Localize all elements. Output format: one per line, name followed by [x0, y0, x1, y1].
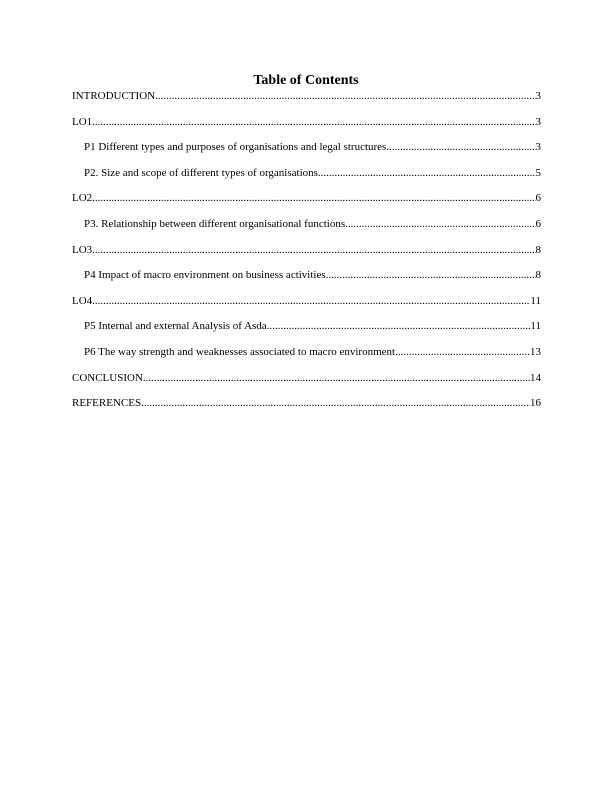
toc-entry-lo2[interactable]: [72, 190, 541, 207]
toc-entry-label: P4 Impact of macro environment on business activities: [84, 269, 326, 282]
toc-entry-p2[interactable]: [72, 165, 541, 182]
toc-entry-introduction[interactable]: [72, 88, 541, 105]
toc-entry-label: P1 Different types and purposes of organisations and legal structures: [84, 141, 387, 154]
dot-leader: [141, 395, 530, 412]
dot-leader: [386, 139, 535, 156]
dot-leader: [92, 242, 535, 259]
toc-entry-page: 8: [535, 269, 541, 282]
toc-entry-p6[interactable]: [72, 344, 541, 361]
dot-leader: [326, 267, 536, 284]
toc-entry-page: 3: [535, 115, 541, 128]
toc-title: Table of Contents: [253, 73, 359, 88]
dot-leader: [345, 216, 535, 233]
dot-leader: [92, 190, 535, 207]
toc-entry-page: 14: [530, 371, 541, 384]
toc-entry-p1[interactable]: [72, 139, 541, 156]
toc-entry-label: LO2: [72, 192, 93, 205]
toc-entry-label: LO3: [72, 243, 93, 256]
toc-entry-page: 6: [535, 217, 541, 230]
dot-leader: [143, 370, 530, 387]
toc-entry-lo4[interactable]: [72, 293, 541, 310]
toc-entry-page: 16: [530, 397, 541, 410]
toc-entry-label: LO1: [72, 115, 93, 128]
dot-leader: [92, 114, 535, 131]
toc-entry-label: P2. Size and scope of different types of organisations: [84, 166, 318, 179]
toc-entry-page: 11: [530, 320, 541, 333]
toc-entry-label: INTRODUCTION: [72, 90, 156, 102]
toc-entry-p4[interactable]: [72, 267, 541, 284]
toc-entry-label: LO4: [72, 294, 93, 307]
toc-list: [72, 88, 541, 421]
toc-entry-label: P5 Internal and external Analysis of Asda: [84, 320, 267, 333]
toc-entry-page: 8: [535, 243, 541, 256]
toc-entry-page: 13: [530, 345, 541, 358]
toc-entry-p5[interactable]: [72, 318, 541, 335]
toc-entry-label: CONCLUSION: [72, 371, 143, 384]
dot-leader: [155, 88, 535, 105]
toc-entry-page: 6: [535, 192, 541, 205]
toc-entry-lo1[interactable]: [72, 114, 541, 131]
toc-entry-conclusion[interactable]: [72, 370, 541, 387]
toc-entry-page: 11: [530, 294, 541, 307]
toc-entry-page: 3: [535, 141, 541, 154]
toc-entry-label: P6 The way strength and weaknesses associated to macro environment: [84, 345, 396, 358]
toc-entry-lo3[interactable]: [72, 242, 541, 259]
dot-leader: [395, 344, 530, 361]
dot-leader: [267, 318, 531, 335]
toc-entry-label: REFERENCES: [72, 397, 142, 410]
toc-entry-p3[interactable]: [72, 216, 541, 233]
toc-entry-page: 3: [535, 90, 541, 102]
toc-entry-references[interactable]: [72, 395, 541, 412]
dot-leader: [318, 165, 536, 182]
toc-entry-page: 5: [535, 166, 541, 179]
dot-leader: [92, 293, 530, 310]
toc-entry-label: P3. Relationship between different organisational functions: [84, 217, 346, 230]
